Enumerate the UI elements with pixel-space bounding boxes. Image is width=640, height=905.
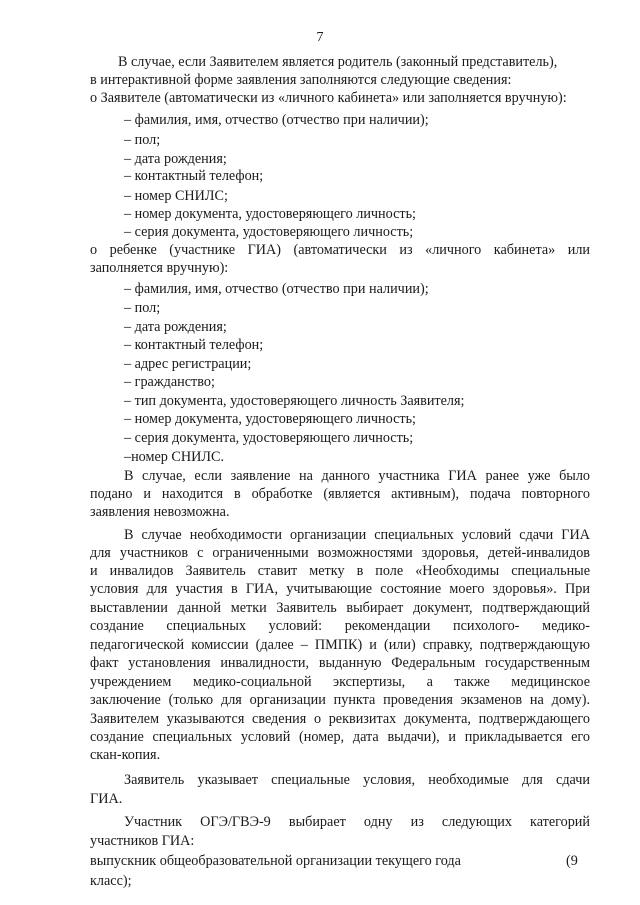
text-line: в интерактивной форме заявления заполняются следующие сведения: — [90, 72, 512, 88]
text-line: – дата рождения; — [124, 151, 227, 167]
text-line: – пол; — [124, 300, 161, 316]
text-line: заявления невозможна. — [90, 504, 230, 520]
text-line: – гражданство; — [124, 374, 215, 390]
text-line: учреждением медико-социальной экспертизы, а также медицинское — [90, 674, 590, 690]
text-line: – дата рождения; — [124, 319, 227, 335]
text-line: Заявитель указывает специальные условия, необходимые для сдачи — [124, 772, 590, 788]
page-number: 7 — [316, 30, 324, 45]
text-line: скан-копия. — [90, 747, 161, 763]
text-line: Участник ОГЭ/ГВЭ-9 выбирает одну из следующих категорий — [124, 814, 590, 830]
text-line: создание специальных условий: рекомендации психолого- медико- — [90, 618, 590, 634]
text-line: – серия документа, удостоверяющего личность; — [124, 430, 414, 446]
text-line: о ребенке (участнике ГИА) (автоматически из «личного кабинета» или — [90, 242, 590, 258]
text-line: (9 — [566, 853, 578, 869]
text-line: – фамилия, имя, отчество (отчество при наличии); — [124, 281, 429, 297]
text-line: педагогической комиссии (далее – ПМПК) и (или) справку, подтверждающую — [90, 637, 590, 653]
text-line: ГИА. — [90, 791, 123, 807]
text-line: – контактный телефон; — [124, 168, 264, 184]
text-line: – тип документа, удостоверяющего личность Заявителя; — [124, 393, 465, 409]
text-line: и инвалидов Заявитель ставит метку в поле «Необходимы специальные — [90, 563, 590, 579]
text-line: выставлении данной метки Заявитель выбирает документ, подтверждающий — [90, 600, 590, 616]
text-line: условия для участия в ГИА, учитывающие состояние моего здоровья». При — [90, 581, 590, 597]
text-line: выпускник общеобразовательной организации текущего года — [90, 853, 461, 869]
text-line: В случае необходимости организации специальных условий сдачи ГИА — [124, 527, 590, 543]
text-line: В случае, если заявление на данного участника ГИА ранее уже было — [124, 468, 590, 484]
text-line: создание специальных условий (номер, дата выдачи), и прикладывается его — [90, 729, 590, 745]
text-line: –номер СНИЛС. — [124, 449, 225, 465]
text-line: – пол; — [124, 132, 161, 148]
text-line: – номер СНИЛС; — [124, 188, 228, 204]
text-line: для участников с ограниченными возможностями здоровья, детей-инвалидов — [90, 545, 590, 561]
text-line: – серия документа, удостоверяющего личность; — [124, 224, 414, 240]
text-line: – номер документа, удостоверяющего личность; — [124, 206, 416, 222]
text-line: заполняется вручную): — [90, 260, 229, 276]
text-line: – фамилия, имя, отчество (отчество при наличии); — [124, 112, 429, 128]
text-line: факт установления инвалидности, выданную Федеральным государственным — [90, 655, 590, 671]
text-line: – адрес регистрации; — [124, 356, 252, 372]
text-line: В случае, если Заявителем является родитель (законный представитель), — [118, 54, 558, 70]
text-line: – контактный телефон; — [124, 337, 264, 353]
text-line: участников ГИА: — [90, 833, 195, 849]
text-line: Заявителем указываются сведения о реквизитах документа, подтверждающего — [90, 711, 590, 727]
text-line: о Заявителе (автоматически из «личного кабинета» или заполняется вручную): — [90, 90, 567, 106]
text-line: подано и находится в обработке (является активным), подача повторного — [90, 486, 590, 502]
text-line: класс); — [90, 873, 132, 889]
text-line: заключение (только для организации пункта проведения экзаменов на дому). — [90, 692, 590, 708]
text-line: – номер документа, удостоверяющего личность; — [124, 411, 416, 427]
